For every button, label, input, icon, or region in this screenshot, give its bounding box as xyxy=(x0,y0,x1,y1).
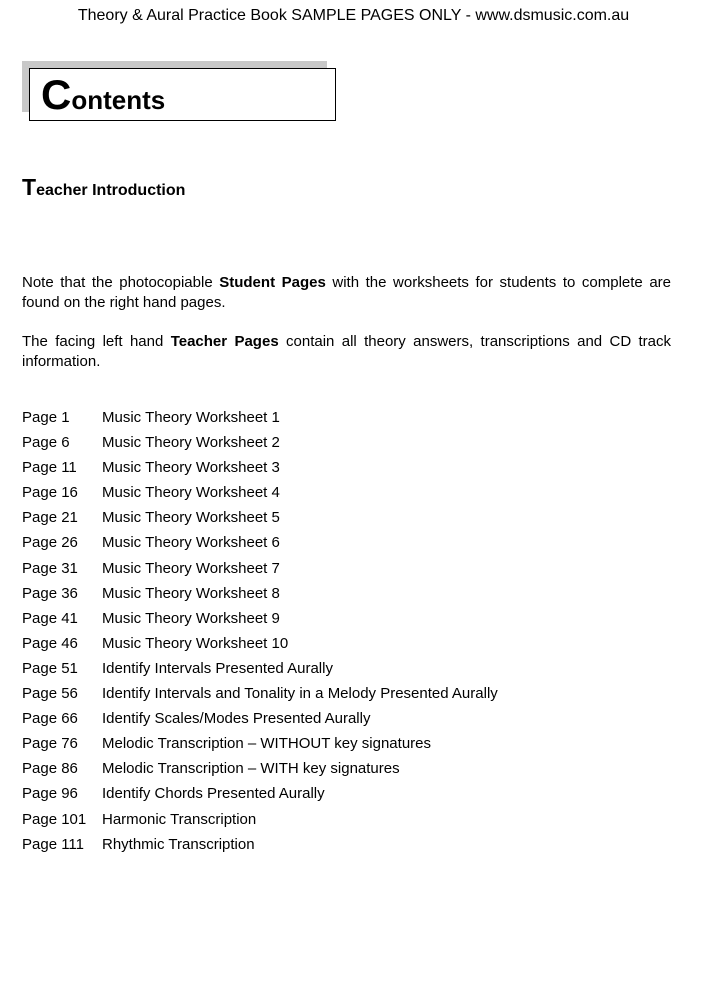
contents-entry xyxy=(22,706,662,731)
contents-entry xyxy=(22,807,662,832)
intro-bold-text: Teacher Pages xyxy=(170,333,279,350)
contents-entry xyxy=(22,480,662,505)
contents-entry-page: Page 76 xyxy=(22,735,78,753)
contents-entry-page: Page 21 xyxy=(22,509,78,527)
contents-entry-title: Music Theory Worksheet 4 xyxy=(102,484,280,502)
intro-text: Note that the photocopiable xyxy=(22,274,220,291)
contents-entry-title: Melodic Transcription – WITHOUT key signatures xyxy=(102,735,431,753)
contents-entry xyxy=(22,656,662,681)
page-title-initial: C xyxy=(41,71,72,118)
contents-entry xyxy=(22,781,662,806)
contents-entry-title: Music Theory Worksheet 2 xyxy=(102,434,280,452)
contents-entry-page: Page 11 xyxy=(22,459,77,477)
contents-entry-page: Page 101 xyxy=(22,810,87,828)
contents-entry-title: Identify Scales/Modes Presented Aurally xyxy=(102,710,371,728)
page-title xyxy=(41,71,166,120)
intro-text: The facing left hand xyxy=(22,333,171,350)
title-box xyxy=(29,68,336,121)
contents-entry-page: Page 46 xyxy=(22,634,78,652)
contents-list xyxy=(22,405,662,857)
contents-entry xyxy=(22,505,662,530)
contents-entry-page: Page 86 xyxy=(22,760,78,778)
intro-bold-text: Student Pages xyxy=(219,274,326,291)
contents-entry-title: Music Theory Worksheet 10 xyxy=(102,634,289,652)
contents-entry-page: Page 66 xyxy=(22,710,78,728)
contents-entry-page: Page 1 xyxy=(22,409,70,426)
contents-entry-page: Page 96 xyxy=(22,785,78,803)
contents-entry-page: Page 26 xyxy=(22,534,78,552)
contents-entry xyxy=(22,455,662,480)
contents-entry xyxy=(22,405,662,430)
contents-entry-title: Music Theory Worksheet 5 xyxy=(102,509,280,527)
contents-entry-page: Page 41 xyxy=(22,609,78,627)
contents-entry xyxy=(22,681,662,706)
contents-entry xyxy=(22,530,662,555)
contents-entry-page: Page 16 xyxy=(22,484,78,502)
contents-entry-title: Rhythmic Transcription xyxy=(102,835,255,853)
contents-entry xyxy=(22,756,662,781)
contents-entry-title: Music Theory Worksheet 7 xyxy=(102,559,280,577)
contents-entry xyxy=(22,430,662,455)
contents-entry-title: Music Theory Worksheet 3 xyxy=(102,459,280,477)
contents-entry-title: Music Theory Worksheet 9 xyxy=(102,609,280,627)
contents-entry-page: Page 31 xyxy=(22,559,78,577)
contents-entry xyxy=(22,581,662,606)
section-heading xyxy=(22,174,185,204)
contents-entry-page: Page 6 xyxy=(22,434,70,452)
contents-entry xyxy=(22,731,662,756)
contents-entry-title: Music Theory Worksheet 8 xyxy=(102,584,280,602)
contents-entry-title: Music Theory Worksheet 6 xyxy=(102,534,280,552)
intro-text: with the worksheets for students to complete are found on the right hand pages. xyxy=(22,274,672,311)
contents-entry-title: Identify Intervals and Tonality in a Melody Presented Aurally xyxy=(102,685,498,703)
contents-entry-title: Music Theory Worksheet 1 xyxy=(102,409,280,426)
section-heading-initial: T xyxy=(22,174,37,200)
contents-entry-title: Identify Chords Presented Aurally xyxy=(102,785,325,803)
contents-entry-title: Identify Intervals Presented Aurally xyxy=(102,659,333,677)
contents-entry-page: Page 51 xyxy=(22,659,78,677)
running-header: Theory & Aural Practice Book SAMPLE PAGES ONLY - www.dsmusic.com.au xyxy=(77,7,630,24)
contents-entry-title: Melodic Transcription – WITH key signatures xyxy=(102,760,400,778)
section-heading-rest: eacher Introduction xyxy=(36,182,186,199)
intro-text: contain all theory answers, transcriptions and CD track information. xyxy=(22,333,672,370)
intro-paragraph-student-pages xyxy=(22,273,671,312)
contents-entry-page: Page 56 xyxy=(22,685,78,703)
contents-entry xyxy=(22,556,662,581)
page-title-rest: ontents xyxy=(71,85,166,115)
contents-entry-page: Page 36 xyxy=(22,584,78,602)
contents-entry xyxy=(22,606,662,631)
contents-entry xyxy=(22,631,662,656)
contents-entry xyxy=(22,832,662,857)
intro-paragraph-teacher-pages xyxy=(22,332,671,371)
contents-entry-title: Harmonic Transcription xyxy=(102,810,257,828)
contents-entry-page: Page 111 xyxy=(22,835,84,853)
